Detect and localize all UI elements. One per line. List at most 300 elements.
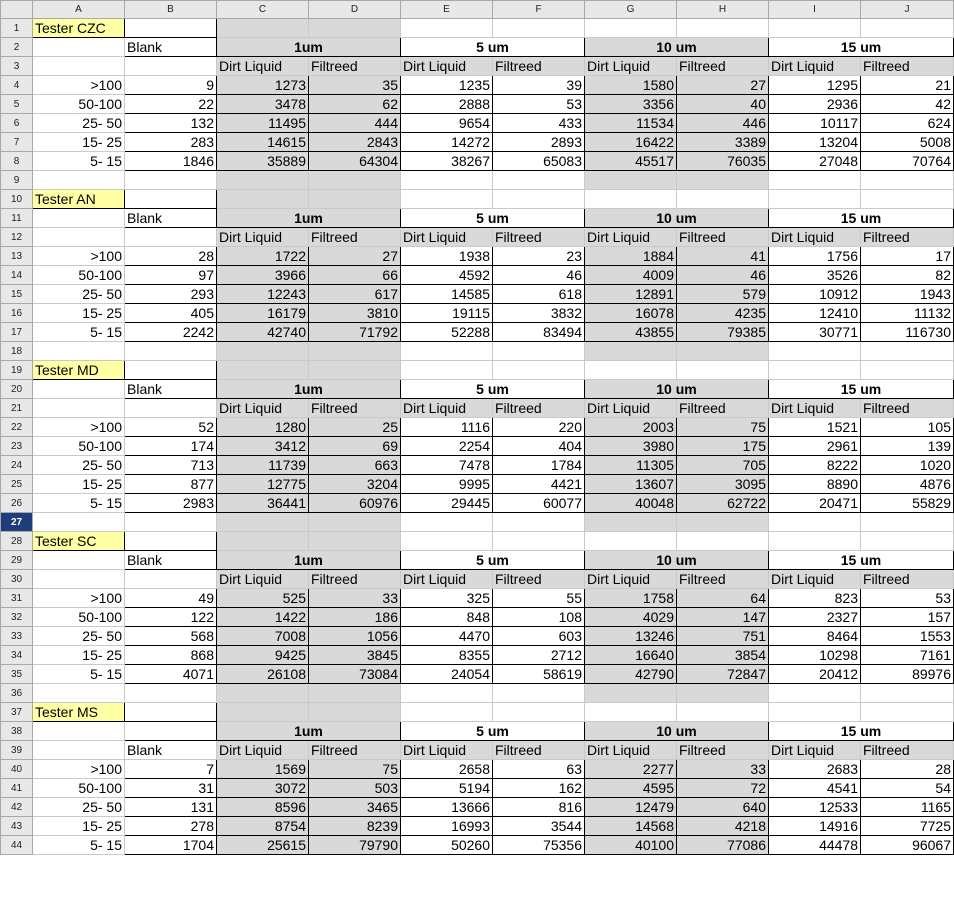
data-cell[interactable]: 63 xyxy=(493,760,585,779)
empty-cell[interactable] xyxy=(217,190,309,209)
data-cell[interactable]: 27 xyxy=(309,247,401,266)
row-header[interactable]: 41 xyxy=(1,779,33,798)
empty-cell[interactable] xyxy=(585,684,677,703)
size-header[interactable]: 15 um xyxy=(769,722,954,741)
dirt-liquid-header[interactable]: Dirt Liquid xyxy=(217,570,309,589)
empty-cell[interactable] xyxy=(401,361,493,380)
row-header[interactable]: 33 xyxy=(1,627,33,646)
data-cell[interactable]: 1722 xyxy=(217,247,309,266)
data-cell[interactable]: 13204 xyxy=(769,133,861,152)
data-cell[interactable]: 816 xyxy=(493,798,585,817)
data-cell[interactable]: 446 xyxy=(677,114,769,133)
row-header[interactable]: 8 xyxy=(1,152,33,171)
data-cell[interactable]: 2254 xyxy=(401,437,493,456)
data-cell[interactable]: 69 xyxy=(309,437,401,456)
data-cell[interactable]: 65083 xyxy=(493,152,585,171)
data-cell[interactable]: 617 xyxy=(309,285,401,304)
empty-cell[interactable] xyxy=(769,513,861,532)
column-header-g[interactable]: G xyxy=(585,1,677,19)
size-header[interactable]: 15 um xyxy=(769,380,954,399)
row-header[interactable]: 29 xyxy=(1,551,33,570)
empty-cell[interactable] xyxy=(401,703,493,722)
data-cell[interactable]: 75 xyxy=(677,418,769,437)
data-cell[interactable]: 36441 xyxy=(217,494,309,513)
row-header[interactable]: 42 xyxy=(1,798,33,817)
tester-title-cell[interactable]: Tester MD xyxy=(33,361,125,380)
empty-cell[interactable] xyxy=(33,741,125,760)
filtreed-header[interactable]: Filtreed xyxy=(309,741,401,760)
empty-cell[interactable] xyxy=(33,684,125,703)
data-cell[interactable]: 16422 xyxy=(585,133,677,152)
empty-cell[interactable] xyxy=(769,19,861,38)
empty-cell[interactable] xyxy=(309,703,401,722)
data-cell[interactable]: 30771 xyxy=(769,323,861,342)
data-cell[interactable]: 26108 xyxy=(217,665,309,684)
dirt-liquid-header[interactable]: Dirt Liquid xyxy=(769,57,861,76)
dirt-liquid-header[interactable]: Dirt Liquid xyxy=(585,741,677,760)
empty-cell[interactable] xyxy=(677,190,769,209)
filtreed-header[interactable]: Filtreed xyxy=(861,399,954,418)
empty-cell[interactable] xyxy=(125,703,217,722)
data-cell[interactable]: 33 xyxy=(677,760,769,779)
row-header[interactable]: 10 xyxy=(1,190,33,209)
data-cell[interactable]: 3810 xyxy=(309,304,401,323)
data-cell[interactable]: 35 xyxy=(309,76,401,95)
data-cell[interactable]: 131 xyxy=(125,798,217,817)
size-header[interactable]: 15 um xyxy=(769,551,954,570)
data-cell[interactable]: 2893 xyxy=(493,133,585,152)
data-cell[interactable]: 10117 xyxy=(769,114,861,133)
row-header[interactable]: 4 xyxy=(1,76,33,95)
data-cell[interactable]: 13246 xyxy=(585,627,677,646)
data-cell[interactable]: 663 xyxy=(309,456,401,475)
range-label[interactable]: 25- 50 xyxy=(33,114,125,133)
empty-cell[interactable] xyxy=(401,190,493,209)
data-cell[interactable]: 58619 xyxy=(493,665,585,684)
empty-cell[interactable] xyxy=(493,513,585,532)
size-header[interactable]: 10 um xyxy=(585,722,769,741)
data-cell[interactable]: 12410 xyxy=(769,304,861,323)
data-cell[interactable]: 3072 xyxy=(217,779,309,798)
data-cell[interactable]: 23 xyxy=(493,247,585,266)
data-cell[interactable]: 2327 xyxy=(769,608,861,627)
row-header[interactable]: 21 xyxy=(1,399,33,418)
data-cell[interactable]: 2983 xyxy=(125,494,217,513)
range-label[interactable]: 50-100 xyxy=(33,779,125,798)
data-cell[interactable]: 46 xyxy=(677,266,769,285)
empty-cell[interactable] xyxy=(861,19,954,38)
tester-title-cell[interactable]: Tester SC xyxy=(33,532,125,551)
empty-cell[interactable] xyxy=(493,532,585,551)
empty-cell[interactable] xyxy=(125,19,217,38)
empty-cell[interactable] xyxy=(585,171,677,190)
data-cell[interactable]: 1295 xyxy=(769,76,861,95)
range-label[interactable]: 25- 50 xyxy=(33,456,125,475)
row-header[interactable]: 1 xyxy=(1,19,33,38)
empty-cell[interactable] xyxy=(33,57,125,76)
data-cell[interactable]: 823 xyxy=(769,589,861,608)
data-cell[interactable]: 79385 xyxy=(677,323,769,342)
row-header[interactable]: 6 xyxy=(1,114,33,133)
data-cell[interactable]: 1756 xyxy=(769,247,861,266)
data-cell[interactable]: 35889 xyxy=(217,152,309,171)
data-cell[interactable]: 1553 xyxy=(861,627,954,646)
empty-cell[interactable] xyxy=(309,532,401,551)
data-cell[interactable]: 444 xyxy=(309,114,401,133)
empty-cell[interactable] xyxy=(217,171,309,190)
data-cell[interactable]: 46 xyxy=(493,266,585,285)
data-cell[interactable]: 79790 xyxy=(309,836,401,855)
data-cell[interactable]: 45517 xyxy=(585,152,677,171)
filtreed-header[interactable]: Filtreed xyxy=(493,228,585,247)
row-header[interactable]: 30 xyxy=(1,570,33,589)
data-cell[interactable]: 83494 xyxy=(493,323,585,342)
filtreed-header[interactable]: Filtreed xyxy=(493,57,585,76)
data-cell[interactable]: 16078 xyxy=(585,304,677,323)
filtreed-header[interactable]: Filtreed xyxy=(309,57,401,76)
data-cell[interactable]: 525 xyxy=(217,589,309,608)
range-label[interactable]: 15- 25 xyxy=(33,475,125,494)
data-cell[interactable]: 13666 xyxy=(401,798,493,817)
data-cell[interactable]: 4421 xyxy=(493,475,585,494)
data-cell[interactable]: 8464 xyxy=(769,627,861,646)
data-cell[interactable]: 52 xyxy=(125,418,217,437)
dirt-liquid-header[interactable]: Dirt Liquid xyxy=(585,57,677,76)
empty-cell[interactable] xyxy=(217,342,309,361)
empty-cell[interactable] xyxy=(861,532,954,551)
data-cell[interactable]: 12775 xyxy=(217,475,309,494)
data-cell[interactable]: 55829 xyxy=(861,494,954,513)
data-cell[interactable]: 11739 xyxy=(217,456,309,475)
data-cell[interactable]: 8596 xyxy=(217,798,309,817)
empty-cell[interactable] xyxy=(861,703,954,722)
data-cell[interactable]: 11305 xyxy=(585,456,677,475)
empty-cell[interactable] xyxy=(585,513,677,532)
row-header[interactable]: 24 xyxy=(1,456,33,475)
empty-cell[interactable] xyxy=(217,703,309,722)
data-cell[interactable]: 8355 xyxy=(401,646,493,665)
data-cell[interactable]: 139 xyxy=(861,437,954,456)
data-cell[interactable]: 64304 xyxy=(309,152,401,171)
empty-cell[interactable] xyxy=(769,703,861,722)
row-header[interactable]: 37 xyxy=(1,703,33,722)
data-cell[interactable]: 2936 xyxy=(769,95,861,114)
size-header[interactable]: 1um xyxy=(217,551,401,570)
data-cell[interactable]: 108 xyxy=(493,608,585,627)
data-cell[interactable]: 7008 xyxy=(217,627,309,646)
data-cell[interactable]: 147 xyxy=(677,608,769,627)
empty-cell[interactable] xyxy=(585,19,677,38)
column-header-a[interactable]: A xyxy=(33,1,125,19)
data-cell[interactable]: 11132 xyxy=(861,304,954,323)
empty-cell[interactable] xyxy=(677,19,769,38)
data-cell[interactable]: 12891 xyxy=(585,285,677,304)
empty-cell[interactable] xyxy=(401,19,493,38)
data-cell[interactable]: 4595 xyxy=(585,779,677,798)
data-cell[interactable]: 618 xyxy=(493,285,585,304)
data-cell[interactable]: 3854 xyxy=(677,646,769,665)
empty-cell[interactable] xyxy=(677,513,769,532)
column-header-c[interactable]: C xyxy=(217,1,309,19)
empty-cell[interactable] xyxy=(125,399,217,418)
data-cell[interactable]: 2242 xyxy=(125,323,217,342)
data-cell[interactable]: 2003 xyxy=(585,418,677,437)
data-cell[interactable]: 1943 xyxy=(861,285,954,304)
range-label[interactable]: 50-100 xyxy=(33,266,125,285)
empty-cell[interactable] xyxy=(493,342,585,361)
row-header[interactable]: 2 xyxy=(1,38,33,57)
data-cell[interactable]: 13607 xyxy=(585,475,677,494)
data-cell[interactable]: 3095 xyxy=(677,475,769,494)
data-cell[interactable]: 25615 xyxy=(217,836,309,855)
empty-cell[interactable] xyxy=(217,513,309,532)
data-cell[interactable]: 293 xyxy=(125,285,217,304)
empty-cell[interactable] xyxy=(493,19,585,38)
empty-cell[interactable] xyxy=(217,684,309,703)
size-header[interactable]: 10 um xyxy=(585,551,769,570)
size-header[interactable]: 5 um xyxy=(401,722,585,741)
data-cell[interactable]: 31 xyxy=(125,779,217,798)
data-cell[interactable]: 39 xyxy=(493,76,585,95)
data-cell[interactable]: 1758 xyxy=(585,589,677,608)
data-cell[interactable]: 42 xyxy=(861,95,954,114)
data-cell[interactable]: 97 xyxy=(125,266,217,285)
data-cell[interactable]: 1116 xyxy=(401,418,493,437)
dirt-liquid-header[interactable]: Dirt Liquid xyxy=(769,741,861,760)
filtreed-header[interactable]: Filtreed xyxy=(861,570,954,589)
empty-cell[interactable] xyxy=(401,513,493,532)
data-cell[interactable]: 21 xyxy=(861,76,954,95)
data-cell[interactable]: 640 xyxy=(677,798,769,817)
data-cell[interactable]: 16640 xyxy=(585,646,677,665)
data-cell[interactable]: 3845 xyxy=(309,646,401,665)
dirt-liquid-header[interactable]: Dirt Liquid xyxy=(217,57,309,76)
empty-cell[interactable] xyxy=(125,190,217,209)
select-all-corner[interactable] xyxy=(1,1,33,19)
data-cell[interactable]: 72 xyxy=(677,779,769,798)
filtreed-header[interactable]: Filtreed xyxy=(493,399,585,418)
data-cell[interactable]: 20471 xyxy=(769,494,861,513)
row-header[interactable]: 35 xyxy=(1,665,33,684)
data-cell[interactable]: 220 xyxy=(493,418,585,437)
blank-label[interactable]: Blank xyxy=(125,38,217,57)
empty-cell[interactable] xyxy=(585,703,677,722)
row-header[interactable]: 39 xyxy=(1,741,33,760)
range-label[interactable]: >100 xyxy=(33,418,125,437)
empty-cell[interactable] xyxy=(125,513,217,532)
empty-cell[interactable] xyxy=(33,399,125,418)
data-cell[interactable]: 579 xyxy=(677,285,769,304)
row-header[interactable]: 23 xyxy=(1,437,33,456)
row-header[interactable]: 12 xyxy=(1,228,33,247)
data-cell[interactable]: 2658 xyxy=(401,760,493,779)
data-cell[interactable]: 10912 xyxy=(769,285,861,304)
empty-cell[interactable] xyxy=(769,342,861,361)
empty-cell[interactable] xyxy=(769,171,861,190)
data-cell[interactable]: 40 xyxy=(677,95,769,114)
row-header[interactable]: 20 xyxy=(1,380,33,399)
column-header-h[interactable]: H xyxy=(677,1,769,19)
column-header-e[interactable]: E xyxy=(401,1,493,19)
filtreed-header[interactable]: Filtreed xyxy=(677,57,769,76)
data-cell[interactable]: 9654 xyxy=(401,114,493,133)
data-cell[interactable]: 105 xyxy=(861,418,954,437)
dirt-liquid-header[interactable]: Dirt Liquid xyxy=(217,399,309,418)
data-cell[interactable]: 66 xyxy=(309,266,401,285)
empty-cell[interactable] xyxy=(309,190,401,209)
dirt-liquid-header[interactable]: Dirt Liquid xyxy=(585,228,677,247)
empty-cell[interactable] xyxy=(677,684,769,703)
data-cell[interactable]: 3966 xyxy=(217,266,309,285)
filtreed-header[interactable]: Filtreed xyxy=(861,741,954,760)
dirt-liquid-header[interactable]: Dirt Liquid xyxy=(401,399,493,418)
data-cell[interactable]: 9425 xyxy=(217,646,309,665)
row-header[interactable]: 18 xyxy=(1,342,33,361)
data-cell[interactable]: 44478 xyxy=(769,836,861,855)
data-cell[interactable]: 8890 xyxy=(769,475,861,494)
data-cell[interactable]: 1938 xyxy=(401,247,493,266)
data-cell[interactable]: 7161 xyxy=(861,646,954,665)
filtreed-header[interactable]: Filtreed xyxy=(677,399,769,418)
data-cell[interactable]: 3544 xyxy=(493,817,585,836)
empty-cell[interactable] xyxy=(493,703,585,722)
data-cell[interactable]: 54 xyxy=(861,779,954,798)
empty-cell[interactable] xyxy=(861,513,954,532)
range-label[interactable]: 5- 15 xyxy=(33,323,125,342)
empty-cell[interactable] xyxy=(125,57,217,76)
empty-cell[interactable] xyxy=(33,380,125,399)
data-cell[interactable]: 53 xyxy=(493,95,585,114)
data-cell[interactable]: 5008 xyxy=(861,133,954,152)
data-cell[interactable]: 12533 xyxy=(769,798,861,817)
data-cell[interactable]: 28 xyxy=(125,247,217,266)
data-cell[interactable]: 1521 xyxy=(769,418,861,437)
range-label[interactable]: 50-100 xyxy=(33,95,125,114)
empty-cell[interactable] xyxy=(217,19,309,38)
data-cell[interactable]: 132 xyxy=(125,114,217,133)
data-cell[interactable]: 1165 xyxy=(861,798,954,817)
range-label[interactable]: 5- 15 xyxy=(33,836,125,855)
data-cell[interactable]: 3204 xyxy=(309,475,401,494)
data-cell[interactable]: 7 xyxy=(125,760,217,779)
empty-cell[interactable] xyxy=(769,532,861,551)
blank-label[interactable]: Blank xyxy=(125,741,217,760)
data-cell[interactable]: 1704 xyxy=(125,836,217,855)
data-cell[interactable]: 278 xyxy=(125,817,217,836)
data-cell[interactable]: 157 xyxy=(861,608,954,627)
row-header[interactable]: 11 xyxy=(1,209,33,228)
data-cell[interactable]: 49 xyxy=(125,589,217,608)
data-cell[interactable]: 2843 xyxy=(309,133,401,152)
data-cell[interactable]: 41 xyxy=(677,247,769,266)
data-cell[interactable]: 4009 xyxy=(585,266,677,285)
size-header[interactable]: 1um xyxy=(217,209,401,228)
data-cell[interactable]: 4541 xyxy=(769,779,861,798)
dirt-liquid-header[interactable]: Dirt Liquid xyxy=(401,741,493,760)
data-cell[interactable]: 283 xyxy=(125,133,217,152)
data-cell[interactable]: 4029 xyxy=(585,608,677,627)
row-header[interactable]: 9 xyxy=(1,171,33,190)
data-cell[interactable]: 3356 xyxy=(585,95,677,114)
data-cell[interactable]: 1056 xyxy=(309,627,401,646)
data-cell[interactable]: 14568 xyxy=(585,817,677,836)
size-header[interactable]: 10 um xyxy=(585,380,769,399)
row-header[interactable]: 31 xyxy=(1,589,33,608)
column-header-f[interactable]: F xyxy=(493,1,585,19)
range-label[interactable]: 50-100 xyxy=(33,608,125,627)
blank-label[interactable]: Blank xyxy=(125,551,217,570)
data-cell[interactable]: 7478 xyxy=(401,456,493,475)
data-cell[interactable]: 50260 xyxy=(401,836,493,855)
size-header[interactable]: 15 um xyxy=(769,209,954,228)
data-cell[interactable]: 28 xyxy=(861,760,954,779)
data-cell[interactable]: 71792 xyxy=(309,323,401,342)
empty-cell[interactable] xyxy=(125,570,217,589)
range-label[interactable]: 15- 25 xyxy=(33,304,125,323)
empty-cell[interactable] xyxy=(309,361,401,380)
data-cell[interactable]: 60976 xyxy=(309,494,401,513)
empty-cell[interactable] xyxy=(125,361,217,380)
empty-cell[interactable] xyxy=(493,190,585,209)
data-cell[interactable]: 2888 xyxy=(401,95,493,114)
data-cell[interactable]: 3412 xyxy=(217,437,309,456)
data-cell[interactable]: 64 xyxy=(677,589,769,608)
data-cell[interactable]: 25 xyxy=(309,418,401,437)
empty-cell[interactable] xyxy=(493,361,585,380)
row-header[interactable]: 43 xyxy=(1,817,33,836)
size-header[interactable]: 1um xyxy=(217,38,401,57)
data-cell[interactable]: 1020 xyxy=(861,456,954,475)
range-label[interactable]: 5- 15 xyxy=(33,494,125,513)
empty-cell[interactable] xyxy=(309,684,401,703)
row-header[interactable]: 5 xyxy=(1,95,33,114)
data-cell[interactable]: 29445 xyxy=(401,494,493,513)
data-cell[interactable]: 568 xyxy=(125,627,217,646)
data-cell[interactable]: 62722 xyxy=(677,494,769,513)
empty-cell[interactable] xyxy=(493,171,585,190)
row-header[interactable]: 40 xyxy=(1,760,33,779)
empty-cell[interactable] xyxy=(125,684,217,703)
empty-cell[interactable] xyxy=(493,684,585,703)
data-cell[interactable]: 877 xyxy=(125,475,217,494)
data-cell[interactable]: 1235 xyxy=(401,76,493,95)
data-cell[interactable]: 12479 xyxy=(585,798,677,817)
row-header[interactable]: 32 xyxy=(1,608,33,627)
size-header[interactable]: 1um xyxy=(217,380,401,399)
filtreed-header[interactable]: Filtreed xyxy=(677,741,769,760)
empty-cell[interactable] xyxy=(33,228,125,247)
dirt-liquid-header[interactable]: Dirt Liquid xyxy=(217,228,309,247)
dirt-liquid-header[interactable]: Dirt Liquid xyxy=(217,741,309,760)
data-cell[interactable]: 162 xyxy=(493,779,585,798)
data-cell[interactable]: 624 xyxy=(861,114,954,133)
range-label[interactable]: 15- 25 xyxy=(33,646,125,665)
data-cell[interactable]: 62 xyxy=(309,95,401,114)
data-cell[interactable]: 42790 xyxy=(585,665,677,684)
data-cell[interactable]: 433 xyxy=(493,114,585,133)
data-cell[interactable]: 4071 xyxy=(125,665,217,684)
data-cell[interactable]: 89976 xyxy=(861,665,954,684)
data-cell[interactable]: 4592 xyxy=(401,266,493,285)
empty-cell[interactable] xyxy=(677,342,769,361)
empty-cell[interactable] xyxy=(217,532,309,551)
row-header[interactable]: 44 xyxy=(1,836,33,855)
dirt-liquid-header[interactable]: Dirt Liquid xyxy=(769,570,861,589)
data-cell[interactable]: 14916 xyxy=(769,817,861,836)
data-cell[interactable]: 174 xyxy=(125,437,217,456)
data-cell[interactable]: 4470 xyxy=(401,627,493,646)
data-cell[interactable]: 75 xyxy=(309,760,401,779)
